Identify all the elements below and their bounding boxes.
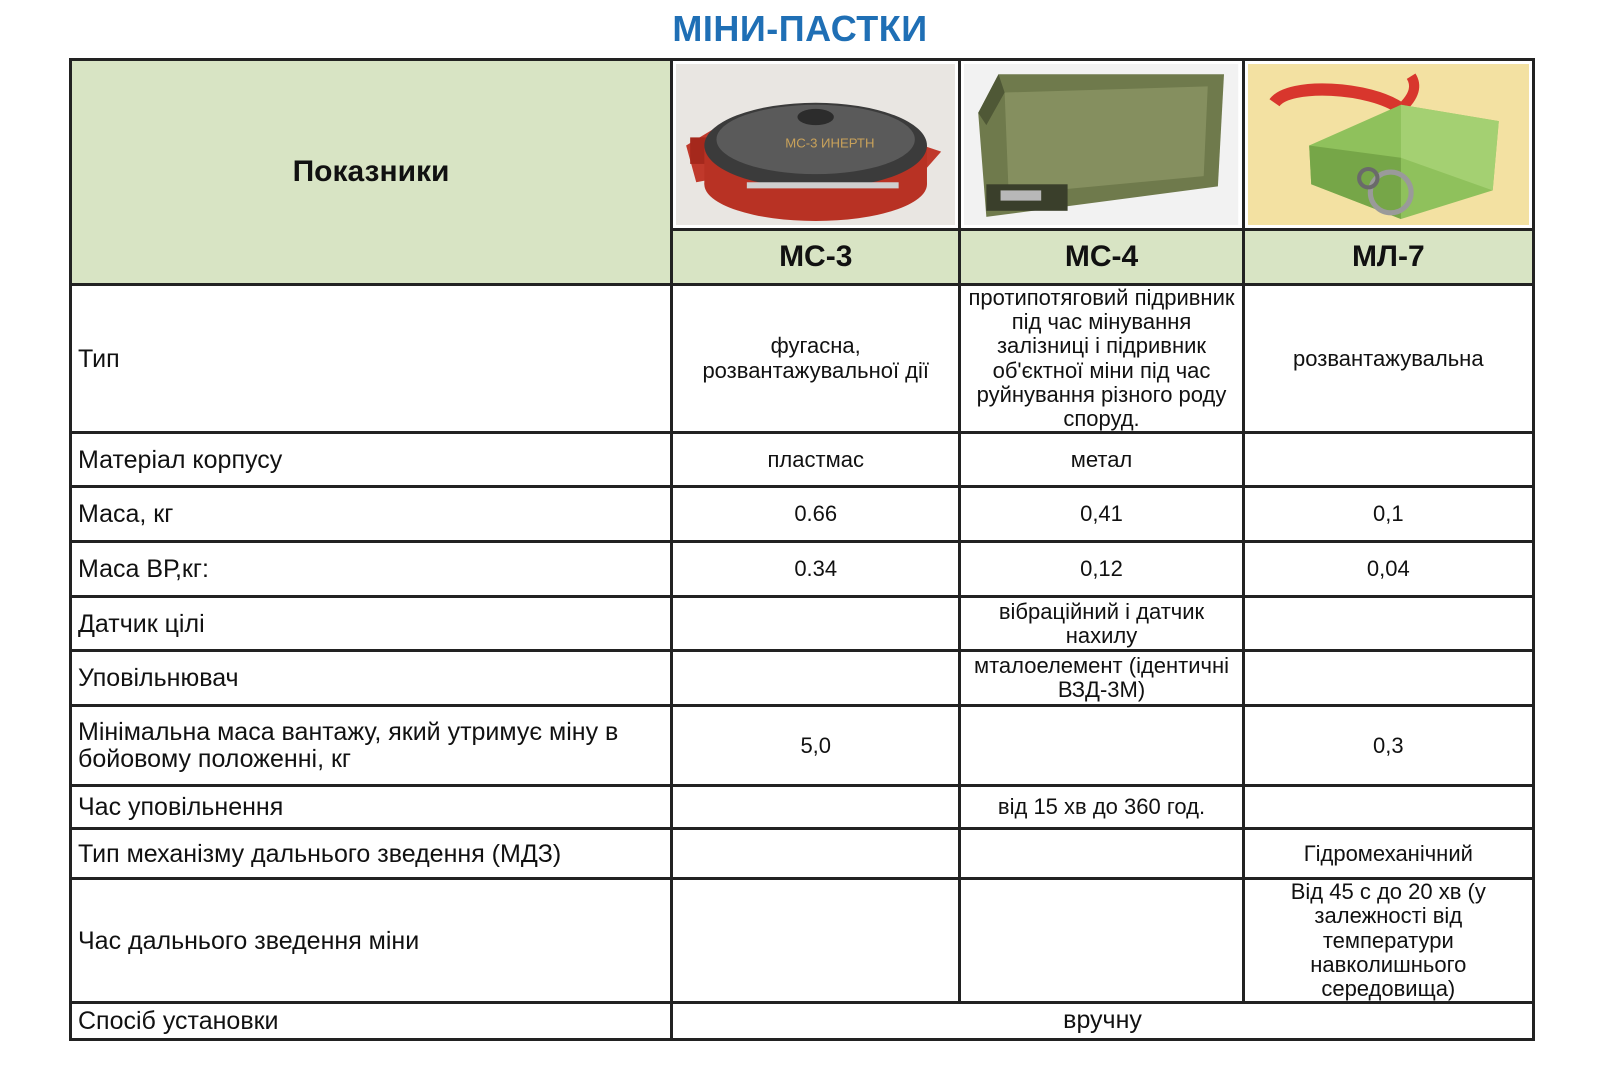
row-value: 0,3 [1243,706,1533,786]
row-value: вібраційний і датчик нахилу [960,597,1243,651]
row-value: від 15 хв до 360 год. [960,786,1243,829]
table-row [71,651,1534,706]
table-row [71,487,1534,542]
row-value: Від 45 с до 20 хв (у залежності від температури навколишнього середовища) [1243,879,1533,1003]
indicators-header: Показники [71,60,672,285]
row-value [672,879,960,1003]
page-title: МІНИ-ПАСТКИ [672,8,928,49]
row-value: розвантажувальна [1243,285,1533,433]
mine-name-ml7: МЛ-7 [1243,230,1533,285]
row-value: 0,41 [960,487,1243,542]
row-label: Спосіб установки [71,1003,672,1040]
header-image-row [71,60,1534,230]
table-row [71,786,1534,829]
row-label: Тип [71,285,672,433]
mine-name-ms3: МС-3 [672,230,960,285]
row-value [1243,786,1533,829]
row-value: 0.66 [672,487,960,542]
row-label: Маса, кг [71,487,672,542]
row-value: 0.34 [672,542,960,597]
row-value [960,879,1243,1003]
table-row [71,433,1534,487]
row-value: протипотяговий підривник під час мінування залізниці і підривник об'єктної міни під час руйнування різного роду споруд. [960,285,1243,433]
row-value: пластмас [672,433,960,487]
row-value: Гідромеханічний [1243,829,1533,879]
row-label: Датчик цілі [71,597,672,651]
ms3-mine-photo-icon [676,64,955,225]
row-value [1243,597,1533,651]
mine-image-ms3 [672,60,960,230]
row-value: 0,04 [1243,542,1533,597]
installation-method-value: вручну [672,1003,1534,1040]
row-label: Матеріал корпусу [71,433,672,487]
mine-image-ml7 [1243,60,1533,230]
row-value [960,829,1243,879]
row-label: Час дальнього зведення міни [71,879,672,1003]
row-label: Мінімальна маса вантажу, який утримує міну в бойовому положенні, кг [71,706,672,786]
mine-specs-table [69,58,1535,1041]
mine-image-ms4 [960,60,1243,230]
row-value [1243,651,1533,706]
ms4-mine-photo-icon [964,64,1238,225]
ml7-mine-photo-icon [1248,64,1529,225]
row-label: Час уповільнення [71,786,672,829]
table-row [71,1003,1534,1040]
ms3-mine-photo-lettering: МС-3 ИНЕРТН [785,135,875,151]
table-row [71,879,1534,1003]
row-label: Тип механізму дальнього зведення (МДЗ) [71,829,672,879]
row-value: 0,12 [960,542,1243,597]
row-value: фугасна, розвантажувальної дії [672,285,960,433]
row-value [960,706,1243,786]
row-value [672,829,960,879]
table-row [71,597,1534,651]
row-label: Уповільнювач [71,651,672,706]
mine-name-ms4: МС-4 [960,230,1243,285]
row-value: 5,0 [672,706,960,786]
table-row [71,285,1534,433]
row-value: метал [960,433,1243,487]
row-value [672,597,960,651]
table-row [71,706,1534,786]
table-row [71,542,1534,597]
row-label: Маса ВР,кг: [71,542,672,597]
row-value [1243,433,1533,487]
row-value: 0,1 [1243,487,1533,542]
row-value: мталоелемент (ідентичні ВЗД-3М) [960,651,1243,706]
row-value [672,786,960,829]
table-row [71,829,1534,879]
row-value [672,651,960,706]
